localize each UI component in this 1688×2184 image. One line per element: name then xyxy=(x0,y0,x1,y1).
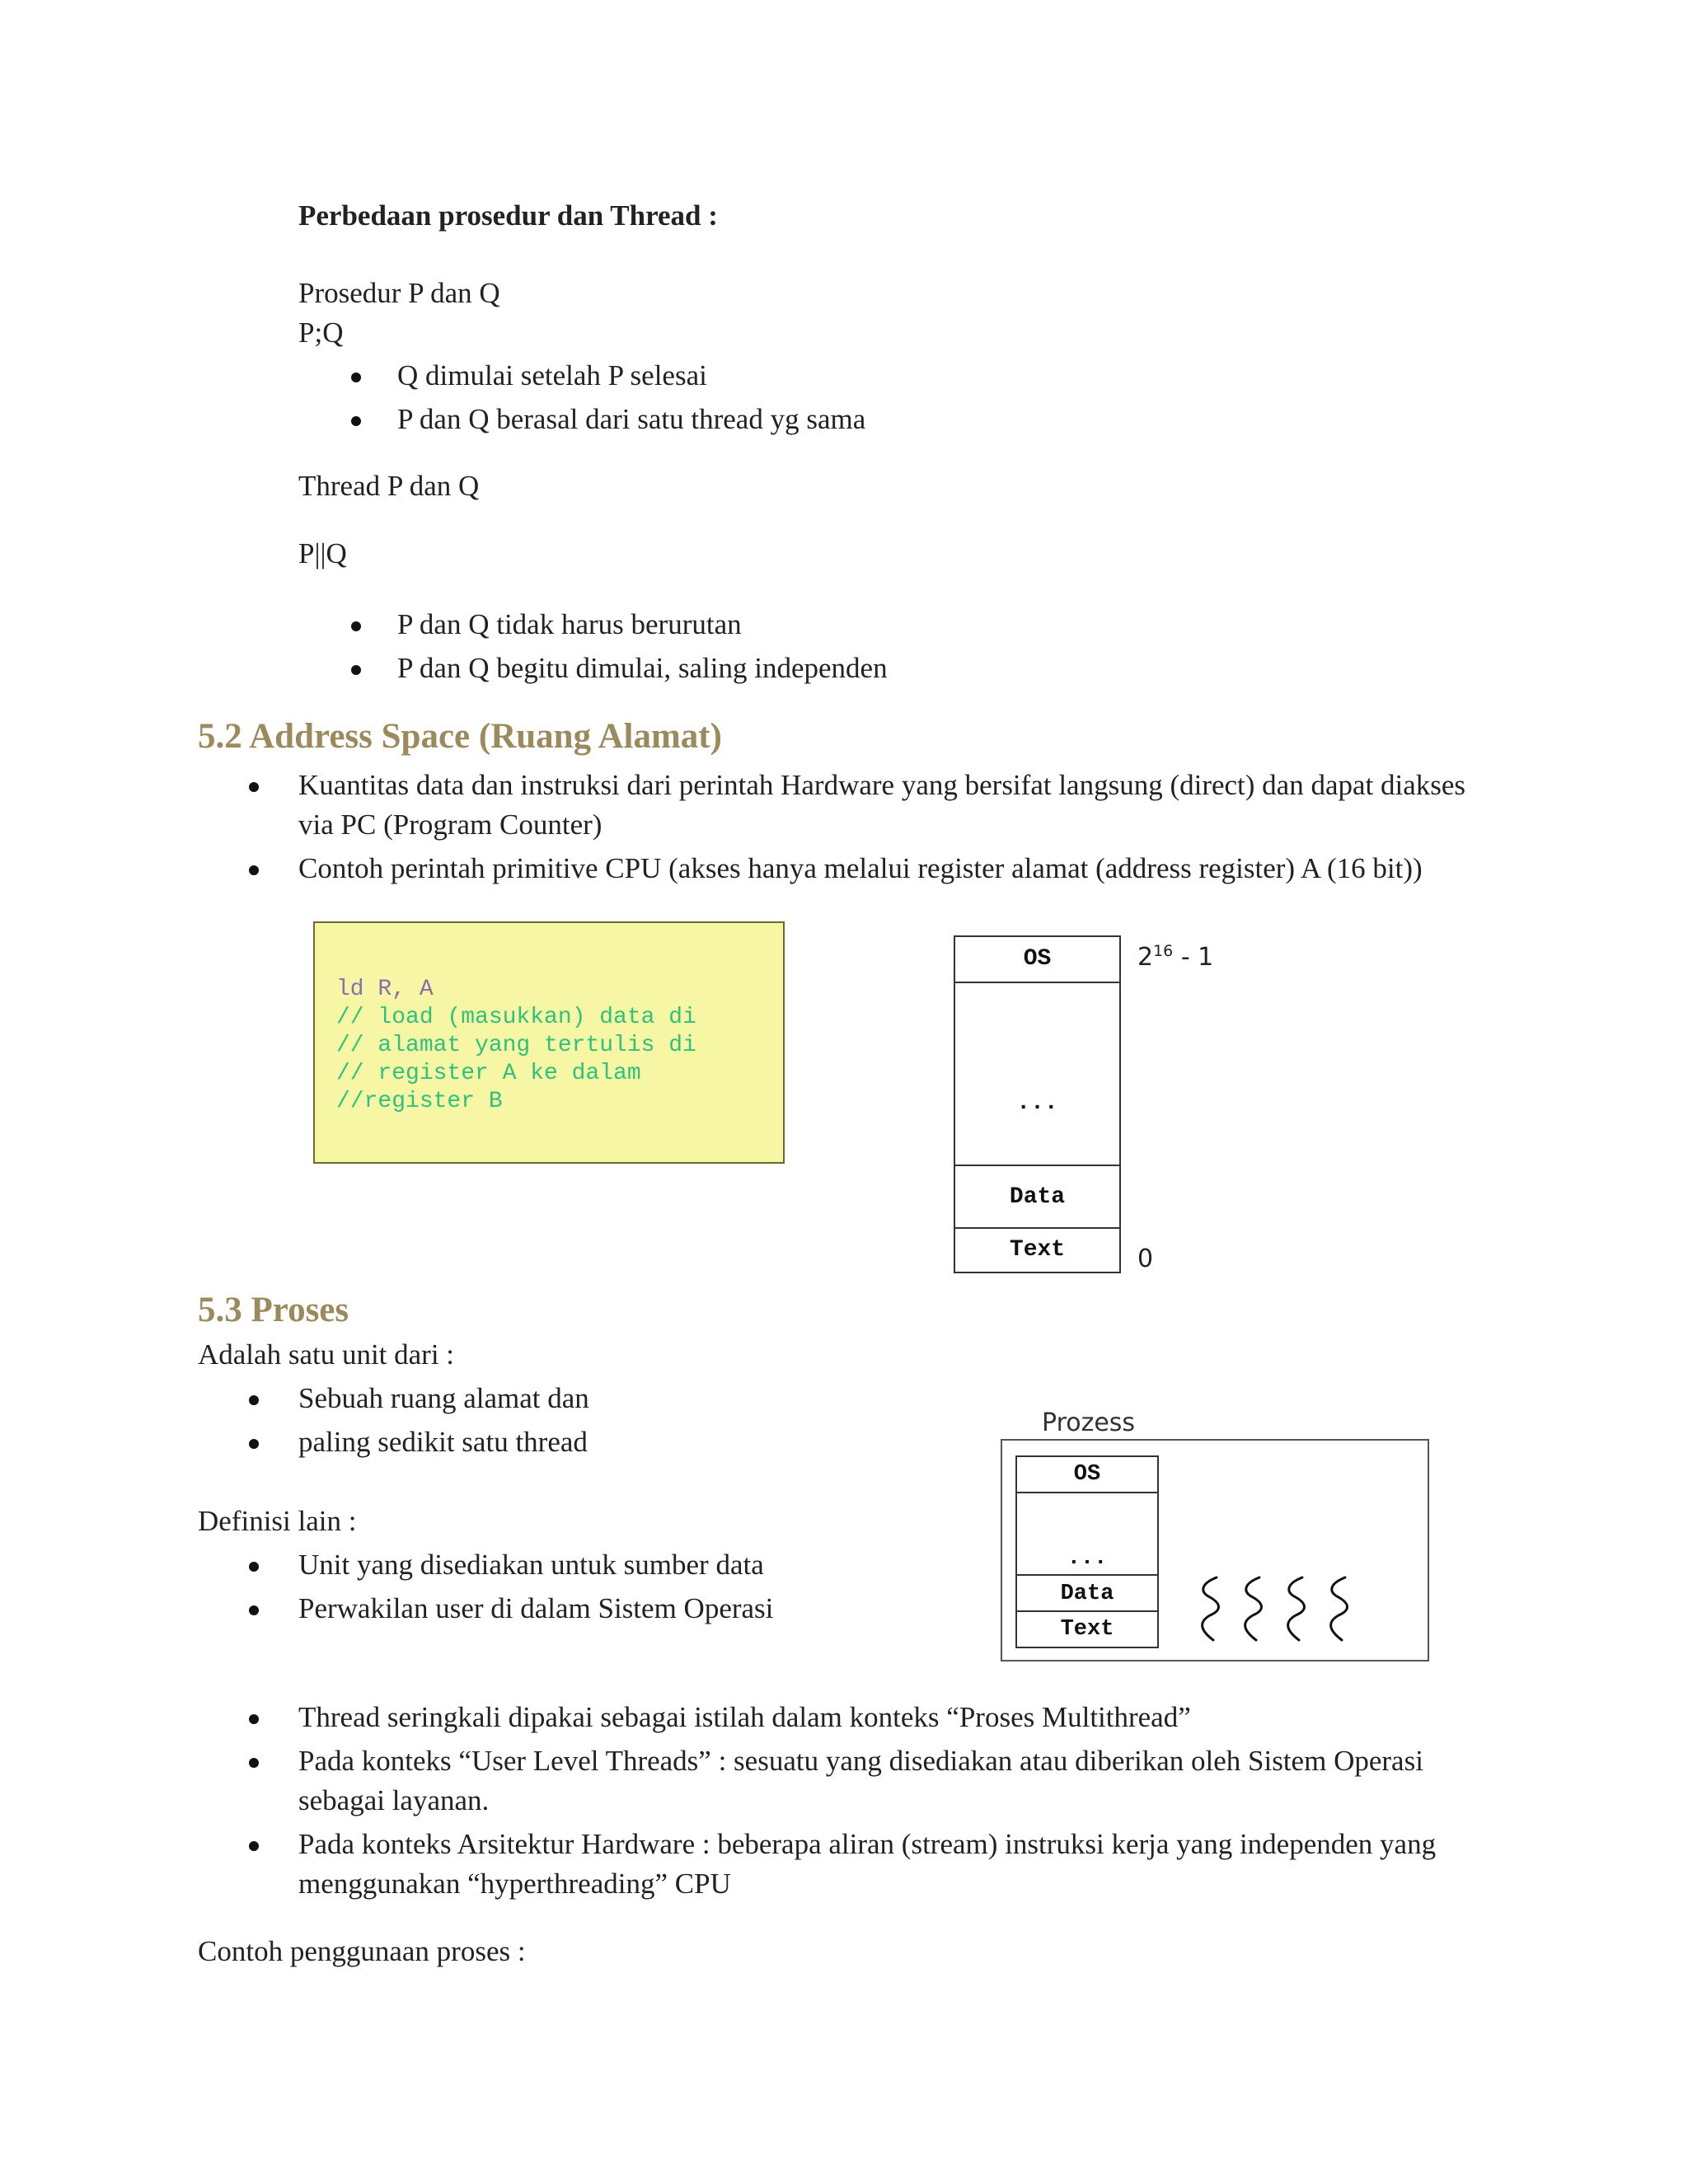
memory-os-segment: OS xyxy=(1017,1457,1157,1493)
memory-gap-segment: ... xyxy=(1017,1493,1157,1576)
list-item: Sebuah ruang alamat dan xyxy=(298,1382,589,1414)
code-block xyxy=(313,921,785,1164)
code-line: // alamat yang tertulis di xyxy=(336,1033,696,1058)
section-heading: 5.2 Address Space (Ruang Alamat) xyxy=(198,717,722,756)
bullet-icon xyxy=(249,1562,259,1572)
list-item: P dan Q begitu dimulai, saling independen xyxy=(397,652,888,684)
thread-squiggles-icon xyxy=(1192,1572,1373,1647)
prozess-label: Prozess xyxy=(1042,1408,1136,1437)
bullet-icon xyxy=(351,416,361,426)
prosedur-title: Prosedur P dan Q xyxy=(298,277,500,309)
thread-expression: P||Q xyxy=(298,537,347,569)
memory-data-segment: Data xyxy=(1017,1577,1157,1612)
bullet-icon xyxy=(249,1714,259,1724)
paragraph: Adalah satu unit dari : xyxy=(198,1338,455,1371)
bullet-icon xyxy=(249,865,259,875)
bullet-icon xyxy=(249,1439,259,1449)
list-item: paling sedikit satu thread xyxy=(298,1426,588,1458)
list-item: Kuantitas data dan instruksi dari perintah Hardware yang bersifat langsung (direct) dan dapat diakses via PC (Program Counter) xyxy=(298,769,1466,841)
bullet-icon xyxy=(249,782,259,792)
paragraph: Definisi lain : xyxy=(198,1505,357,1537)
list-item: Perwakilan user di dalam Sistem Operasi xyxy=(298,1592,774,1624)
bullet-icon xyxy=(249,1395,259,1405)
prozess-memory xyxy=(1015,1455,1159,1648)
section-heading: 5.3 Proses xyxy=(198,1291,349,1329)
memory-text-segment: Text xyxy=(1009,1237,1066,1263)
memory-os-segment: OS xyxy=(955,937,1119,983)
memory-data-segment: Data xyxy=(955,1168,1119,1229)
list-item: P dan Q tidak harus berurutan xyxy=(397,608,742,640)
list-item: P dan Q berasal dari satu thread yg sama xyxy=(397,403,866,435)
memory-gap-segment: ... xyxy=(955,983,1119,1166)
list-item: Unit yang disediakan untuk sumber data xyxy=(298,1549,764,1581)
list-item: Q dimulai setelah P selesai xyxy=(397,359,707,391)
code-line: // load (masukkan) data di xyxy=(336,1005,696,1030)
bullet-icon xyxy=(351,373,361,382)
thread-squiggle-icon xyxy=(1331,1577,1348,1640)
address-bottom-label: 0 xyxy=(1137,1244,1154,1273)
bullet-icon xyxy=(351,665,361,675)
code-line: ld R, A xyxy=(336,977,434,1002)
bullet-icon xyxy=(249,1605,259,1615)
list-item: Contoh perintah primitive CPU (akses hanya melalui register alamat (address register) A (16 bit)) xyxy=(298,852,1423,884)
code-line: //register B xyxy=(336,1089,503,1114)
prosedur-expression: P;Q xyxy=(298,316,344,349)
section-heading: Perbedaan prosedur dan Thread : xyxy=(298,199,718,232)
list-item: Pada konteks Arsitektur Hardware : beberapa aliran (stream) instruksi kerja yang independen yang menggunakan “hyperthreading” CPU xyxy=(298,1828,1437,1900)
list-item: Pada konteks “User Level Threads” : sesuatu yang disediakan atau diberikan oleh Sistem Operasi sebagai layanan. xyxy=(298,1745,1423,1816)
bullet-icon xyxy=(249,1758,259,1768)
thread-squiggle-icon xyxy=(1203,1577,1219,1640)
paragraph: Contoh penggunaan proses : xyxy=(198,1935,526,1967)
address-top-label: $2^{16} - 1$ xyxy=(1137,942,1214,972)
bullet-icon xyxy=(249,1841,259,1851)
prozess-diagram xyxy=(1001,1439,1429,1661)
thread-squiggle-icon xyxy=(1288,1577,1305,1640)
code-line: // register A ke dalam xyxy=(336,1061,641,1086)
thread-squiggle-icon xyxy=(1245,1577,1262,1640)
memory-text-segment: Text xyxy=(1060,1617,1114,1642)
thread-title: Thread P dan Q xyxy=(298,470,480,502)
address-space-diagram xyxy=(954,935,1121,1273)
bullet-icon xyxy=(351,621,361,631)
list-item: Thread seringkali dipakai sebagai istilah dalam konteks “Proses Multithread” xyxy=(298,1701,1191,1733)
